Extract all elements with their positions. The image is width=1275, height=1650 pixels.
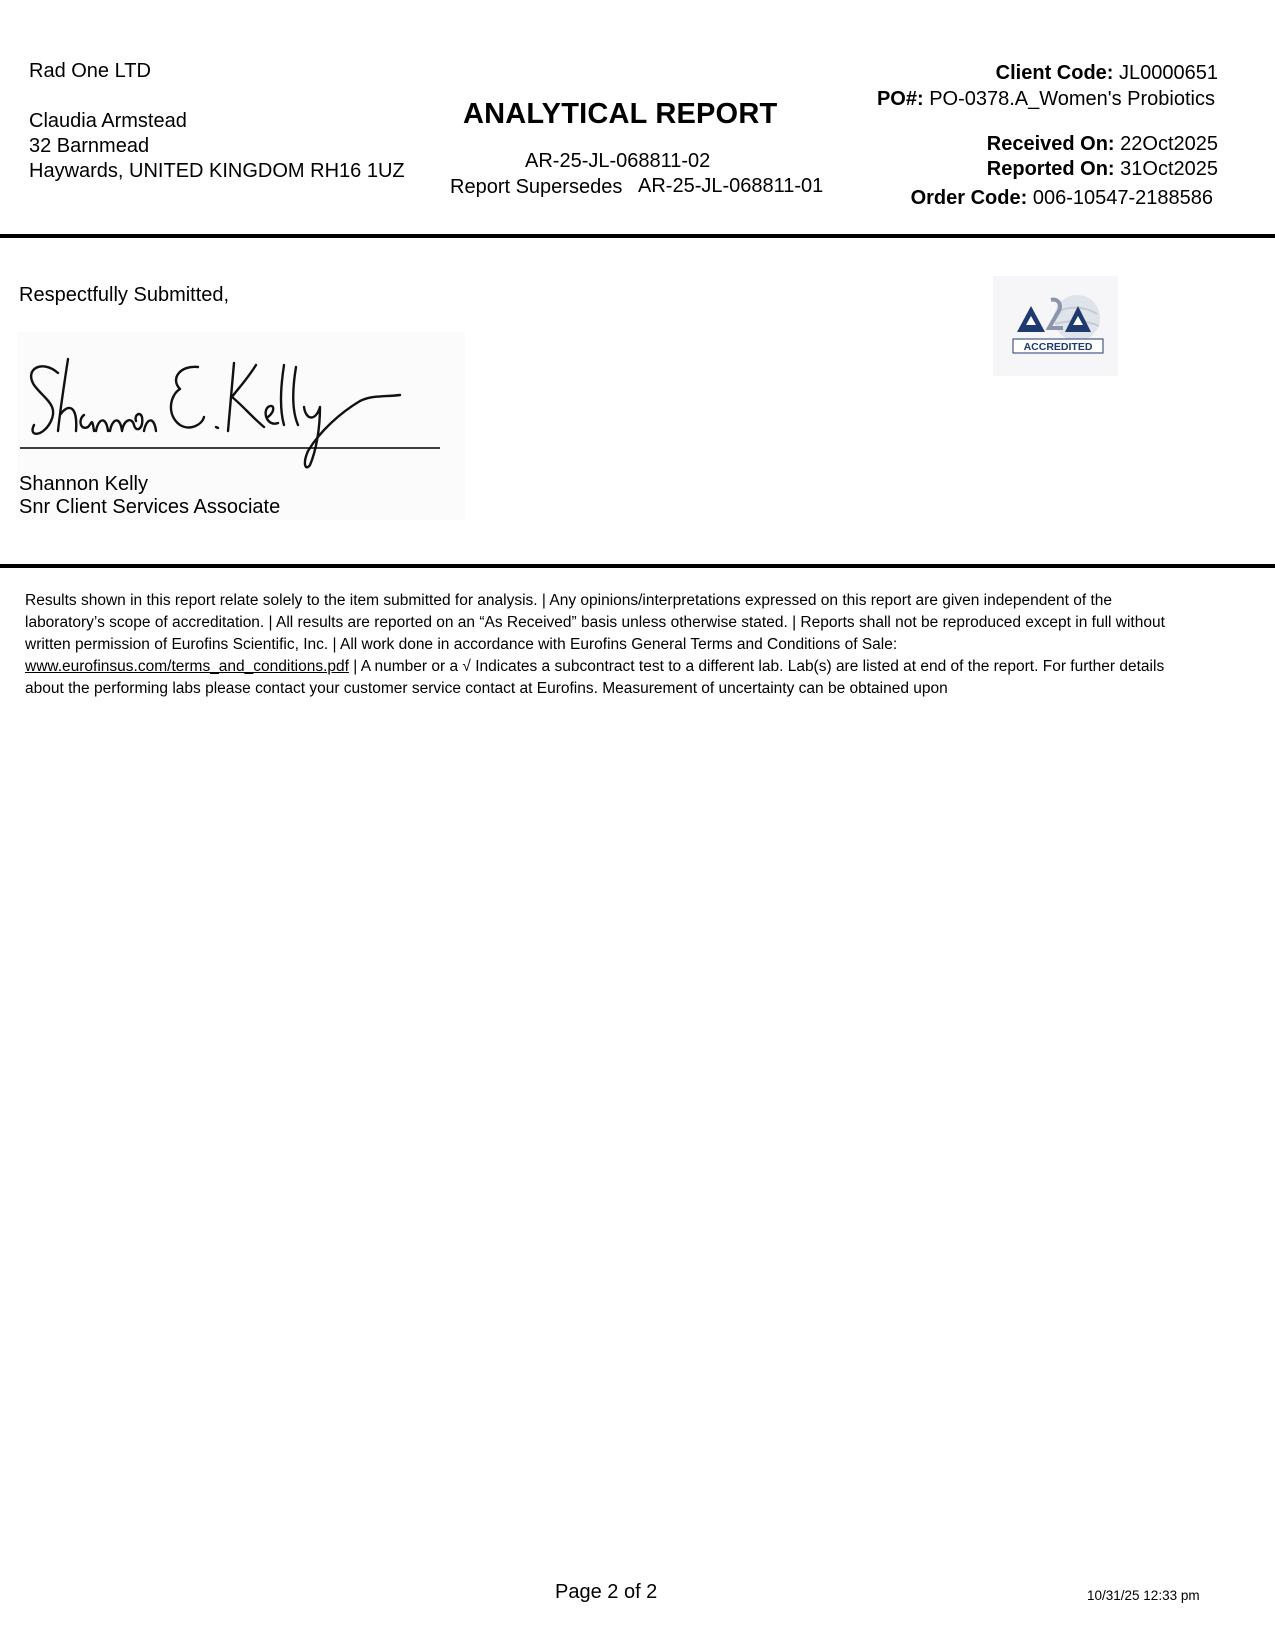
po-number — [877, 88, 1215, 111]
order-code-label: Order Code: — [910, 187, 1028, 209]
supersedes-number: AR-25-JL-068811-01 — [638, 175, 824, 197]
po-value: PO-0378.A_Women's Probiotics — [929, 88, 1215, 110]
a2la-logo-icon — [993, 276, 1118, 376]
order-code — [911, 187, 1213, 210]
received-on — [987, 133, 1218, 156]
print-timestamp: 10/31/25 12:33 pm — [1087, 1588, 1200, 1603]
received-value: 22Oct2025 — [1120, 133, 1218, 155]
supersedes-label: Report Supersedes — [450, 176, 623, 198]
client-contact: Claudia Armstead — [29, 110, 187, 132]
client-street: 32 Barnmead — [29, 135, 150, 157]
client-code — [996, 62, 1218, 85]
page-number: Page 2 of 2 — [555, 1581, 658, 1603]
client-code-value: JL0000651 — [1119, 62, 1218, 84]
accreditation-badge — [993, 276, 1118, 376]
report-title: ANALYTICAL REPORT — [463, 98, 778, 130]
badge-accredited-text: ACCREDITED — [1023, 341, 1093, 353]
client-company: Rad One LTD — [29, 60, 151, 82]
signatory-name: Shannon Kelly — [19, 473, 148, 495]
terms-link[interactable]: www.eurofinsus.com/terms_and_conditions.pdf — [25, 658, 349, 675]
disclaimer-part1: Results shown in this report relate solely to the item submitted for analysis. | Any opinions/interpretations expressed on this report are given independent of the laboratory’s scope of accreditation. | All results are reported on an “As Received” basis unless otherwise stated. | Reports shall not be reproduced except in full without written permission of Eurofins Scientific, Inc. | All work done in accordance with Eurofins General Terms and Conditions of Sale: — [25, 592, 1165, 653]
client-city: Haywards, UNITED KINGDOM RH16 1UZ — [29, 160, 405, 182]
disclaimer-part2: | A number or a √ Indicates a subcontract test to a different lab. Lab(s) are listed at end of the report. For further details about the performing labs please contact your customer service contact at Eurofins. Measurement of uncertainty can be obtained upon — [25, 658, 1165, 697]
report-number: AR-25-JL-068811-02 — [525, 150, 711, 172]
section-divider — [0, 564, 1275, 568]
po-label: PO#: — [876, 88, 924, 110]
signatory-title: Snr Client Services Associate — [19, 496, 281, 518]
header-divider — [0, 234, 1275, 238]
received-label: Received On: — [986, 133, 1115, 155]
client-code-label: Client Code: — [995, 62, 1114, 84]
order-code-value: 006-10547-2188586 — [1032, 187, 1213, 209]
reported-value: 31Oct2025 — [1120, 158, 1218, 180]
reported-label: Reported On: — [986, 158, 1115, 180]
reported-on — [987, 158, 1218, 181]
disclaimer-text — [25, 590, 1185, 700]
closing-text: Respectfully Submitted, — [19, 284, 230, 306]
